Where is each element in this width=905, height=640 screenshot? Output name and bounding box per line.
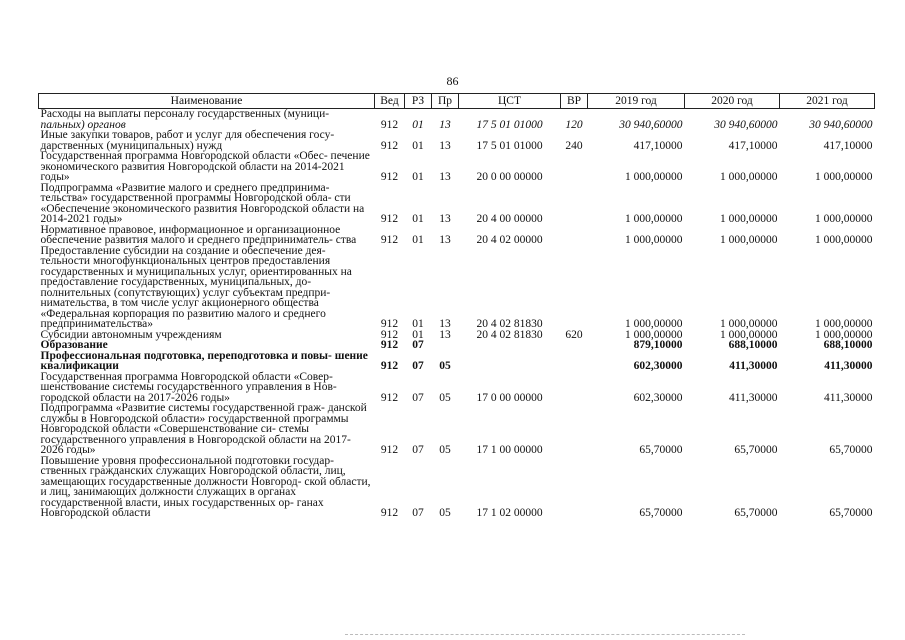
cell-rz: 07	[412, 507, 424, 519]
cell-name	[39, 351, 375, 372]
cell-cst: 17 5 01 01000	[476, 139, 543, 152]
cell-2021: 1 000,00000	[815, 328, 873, 341]
cell-vr	[561, 151, 588, 183]
cell-rz: 01	[412, 318, 424, 330]
cell-ved: 912	[380, 213, 399, 225]
cell-pr: 13	[439, 328, 451, 341]
cell-ved: 912	[380, 360, 399, 372]
row-name-text: Образование	[40, 339, 108, 351]
header-rz: РЗ	[405, 94, 432, 109]
cell-vr	[561, 246, 588, 330]
cell-vr	[561, 403, 588, 456]
header-2020: 2020 год	[685, 94, 780, 109]
cell-rz: 07	[412, 391, 424, 404]
cell-rz: 01	[412, 234, 424, 246]
cell-pr	[432, 340, 459, 351]
cell-ved: 912	[380, 118, 399, 131]
table-row	[39, 151, 875, 183]
header-2021: 2021 год	[780, 94, 875, 109]
cell-ved: 912	[380, 234, 399, 246]
cell-rz: 01	[412, 139, 424, 152]
cell-2021: 30 940,60000	[809, 118, 873, 131]
cell-2021: 1 000,00000	[815, 171, 873, 183]
cell-rz: 01	[412, 171, 424, 183]
cell-name	[39, 183, 375, 225]
cell-ved: 912	[380, 391, 399, 404]
cell-vr	[561, 351, 588, 372]
cell-2020: 417,10000	[728, 139, 778, 152]
cell-ved: 912	[380, 171, 399, 183]
header-pr: Пр	[432, 94, 459, 109]
cell-cst: 17 1 02 00000	[476, 507, 543, 519]
cell-2020: 1 000,00000	[720, 328, 778, 341]
cell-2020: 1 000,00000	[720, 318, 778, 330]
cell-vr	[561, 225, 588, 246]
footer-dash-line	[345, 634, 745, 635]
cell-rz: 01	[412, 328, 424, 341]
cell-pr: 13	[439, 234, 451, 246]
cell-cst: 20 4 02 81830	[476, 328, 543, 341]
row-name-text: Предоставление субсидии на создание и обеспечение дея- тельности многофункциональных центров предоставления государственных и муниципальных услуг, ориентированных на предоставление государственных, муниципальных, до- полнительных (сопутствующих) услуг субъектам предпри- нимательства, в том числе услуг акционерного общества «Федеральная корпорация по развитию малого и среднего предпринимательства»	[40, 244, 352, 330]
cell-ved: 912	[380, 507, 399, 519]
cell-cst: 20 0 00 00000	[476, 171, 543, 183]
cell-2021: 411,30000	[824, 391, 873, 404]
cell-2021: 65,70000	[829, 507, 873, 519]
cell-2021: 411,30000	[824, 360, 873, 372]
cell-rz: 07	[412, 339, 424, 351]
cell-name	[39, 130, 375, 151]
cell-2019: 1 000,00000	[625, 318, 683, 330]
header-2019: 2019 год	[588, 94, 685, 109]
header-name: Наименование	[39, 94, 375, 109]
cell-2019: 602,30000	[633, 391, 683, 404]
cell-2020: 411,30000	[729, 360, 778, 372]
table-row	[39, 225, 875, 246]
row-name-text: Государственная программа Новгородской области «Совер- шенствование системы государственного управления в Нов- городской области на 2017-2026 годы»	[40, 370, 337, 404]
cell-vr: 120	[565, 118, 583, 131]
table-row	[39, 351, 875, 372]
table-row	[39, 246, 875, 330]
row-name-text: Государственная программа Новгородской области «Обес- печение экономического развития Новгородской области на 2014-2021 годы»	[40, 150, 370, 183]
cell-vr	[561, 372, 588, 404]
cell-pr: 13	[439, 318, 451, 330]
cell-ved: 912	[380, 328, 399, 341]
cell-2019: 65,70000	[639, 507, 683, 519]
cell-cst: 20 4 00 00000	[476, 213, 543, 225]
cell-ved: 912	[380, 339, 399, 351]
cell-cst: 17 0 00 00000	[476, 391, 543, 404]
cell-name	[39, 456, 375, 519]
cell-pr: 13	[439, 139, 451, 152]
cell-name	[39, 151, 375, 183]
cell-2021: 1 000,00000	[815, 234, 873, 246]
table-row	[39, 372, 875, 404]
row-name-text: Профессиональная подготовка, переподготовка и повы- шение квалификации	[40, 349, 368, 372]
cell-2020: 30 940,60000	[714, 118, 778, 131]
row-name-text: Подпрограмма «Развитие системы государственной граж- данской службы в Новгородской области» государственной программы Новгородской области «Совершенствование си- стемы государственного управления в Новгородской области на 2017-2026 годы»	[40, 402, 367, 456]
row-name-text: Повышение уровня профессиональной подготовки государ- ственных гражданских служащих Новгородской области, лиц, замещающих государственные должности Новгород- ской области, и лиц, занимающих должности служащих в органах государственной власти, иных государственных ор- ганах Новгородской области	[40, 454, 371, 519]
cell-rz: 01	[412, 118, 424, 131]
cell-pr: 05	[439, 444, 451, 456]
cell-cst	[459, 351, 561, 372]
cell-2021: 1 000,00000	[815, 318, 873, 330]
cell-vr	[561, 183, 588, 225]
cell-ved: 912	[380, 444, 399, 456]
table-header-row	[39, 94, 875, 109]
cell-2020: 688,10000	[728, 339, 778, 351]
cell-vr	[561, 456, 588, 519]
cell-2019: 30 940,60000	[619, 118, 683, 131]
table-row	[39, 130, 875, 151]
cell-2019: 417,10000	[633, 139, 683, 152]
cell-2019: 1 000,00000	[625, 171, 683, 183]
row-name-text: Расходы на выплаты персоналу государственных (муници-	[40, 108, 330, 120]
cell-vr	[561, 340, 588, 351]
table-row	[39, 456, 875, 519]
cell-name	[39, 246, 375, 330]
cell-cst: 17 5 01 01000	[476, 118, 543, 131]
cell-2019: 602,30000	[633, 360, 683, 372]
cell-pr: 05	[439, 391, 451, 404]
cell-cst: 20 4 02 81830	[476, 318, 543, 330]
table-row	[39, 109, 875, 131]
cell-2020: 1 000,00000	[720, 234, 778, 246]
header-ved: Вед	[375, 94, 405, 109]
cell-pr: 13	[439, 213, 451, 225]
page-number: 86	[446, 74, 459, 88]
cell-vr: 240	[565, 139, 583, 152]
cell-2021: 1 000,00000	[815, 213, 873, 225]
cell-rz: 07	[412, 360, 424, 372]
table-row	[39, 403, 875, 456]
cell-name	[39, 372, 375, 404]
cell-2021: 65,70000	[829, 444, 873, 456]
cell-2020: 411,30000	[729, 391, 778, 404]
cell-name	[39, 225, 375, 246]
cell-2019: 1 000,00000	[625, 328, 683, 341]
cell-pr: 05	[439, 360, 451, 372]
table-row	[39, 183, 875, 225]
row-name-text: Субсидии автономным учреждениям	[40, 328, 222, 341]
cell-ved: 912	[380, 139, 399, 152]
cell-2019: 1 000,00000	[625, 234, 683, 246]
cell-2019: 879,10000	[633, 339, 683, 351]
cell-cst: 20 4 02 00000	[476, 234, 543, 246]
cell-2020: 1 000,00000	[720, 213, 778, 225]
cell-2020: 65,70000	[734, 507, 778, 519]
cell-cst	[459, 340, 561, 351]
cell-vr: 620	[565, 328, 583, 341]
cell-2019: 65,70000	[639, 444, 683, 456]
cell-rz: 07	[412, 444, 424, 456]
cell-2021: 417,10000	[823, 139, 873, 152]
row-name-text: Иные закупки товаров, работ и услуг для обеспечения госу- дарственных (муниципальных) нужд	[40, 129, 335, 152]
cell-ved: 912	[380, 318, 399, 330]
header-vr: ВР	[561, 94, 588, 109]
budget-table	[38, 93, 875, 519]
row-name-text: Подпрограмма «Развитие малого и среднего предпринима- тельства» государственной программы Новгородской обла- сти «Обеспечение экономического развития Новгородской области на 2014-2021 годы»	[40, 181, 365, 225]
cell-2021: 688,10000	[823, 339, 873, 351]
cell-name	[39, 403, 375, 456]
row-name-text: Нормативное правовое, информационное и организационное обеспечение развития малого и среднего предприниматель- ства	[40, 223, 357, 246]
cell-pr: 05	[439, 507, 451, 519]
cell-pr: 13	[439, 118, 451, 131]
row-name-continuation: пальных) органов	[40, 118, 126, 131]
cell-2020: 1 000,00000	[720, 171, 778, 183]
cell-2020: 65,70000	[734, 444, 778, 456]
cell-cst: 17 1 00 00000	[476, 444, 543, 456]
cell-2019: 1 000,00000	[625, 213, 683, 225]
cell-pr: 13	[439, 171, 451, 183]
cell-name	[39, 109, 375, 131]
header-cst: ЦСТ	[459, 94, 561, 109]
cell-rz: 01	[412, 213, 424, 225]
